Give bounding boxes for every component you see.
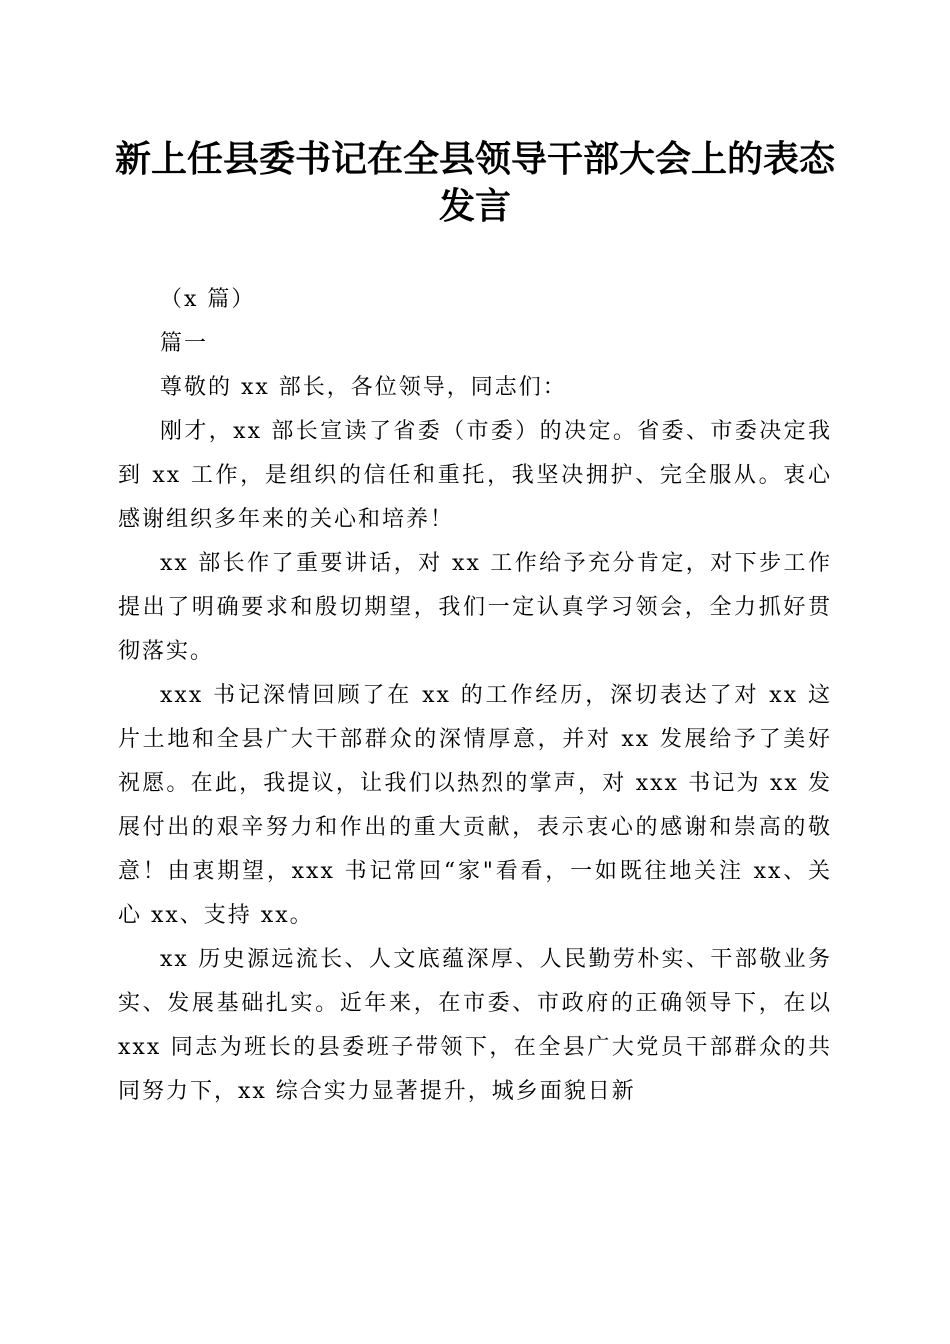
paragraph: xx 部长作了重要讲话，对 xx 工作给予充分肯定，对下步工作提出了明确要求和殷切期望，我们一定认真学习领会，全力抓好贯彻落实。 (118, 551, 832, 664)
document-title: 新上任县委书记在全县领导干部大会上的表态发言 (114, 138, 835, 227)
paragraph-section-heading: 篇一 (160, 331, 209, 356)
document-body (118, 278, 832, 1114)
paragraph: 刚才，xx 部长宣读了省委（市委）的决定。省委、市委决定我到 xx 工作，是组织的信任和重托，我坚决拥护、完全服从。衷心感谢组织多年来的关心和培养！ (118, 419, 832, 532)
paragraph-section-count: （x 篇） (160, 287, 256, 312)
paragraph-salutation: 尊敬的 xx 部长，各位领导，同志们： (160, 375, 567, 400)
paragraph: xx 历史源远流长、人文底蕴深厚、人民勤劳朴实、干部敬业务实、发展基础扎实。近年来，在市委、市政府的正确领导下，在以 xxx 同志为班长的县委班子带领下，在全县广大党员干部群众的共同努力下，xx 综合实力显著提升，城乡面貌日新 (118, 947, 832, 1104)
paragraph: xxx 书记深情回顾了在 xx 的工作经历，深切表达了对 xx 这片土地和全县广大干部群众的深情厚意，并对 xx 发展给予了美好祝愿。在此，我提议，让我们以热烈的掌声，对 xxx 书记为 xx 发展付出的艰辛努力和作出的重大贡献，表示衷心的感谢和崇高的敬意！由衷期望，xxx 书记常回“家"看看，一如既往地关注 xx、关心 xx、支持 xx。 (118, 683, 832, 928)
